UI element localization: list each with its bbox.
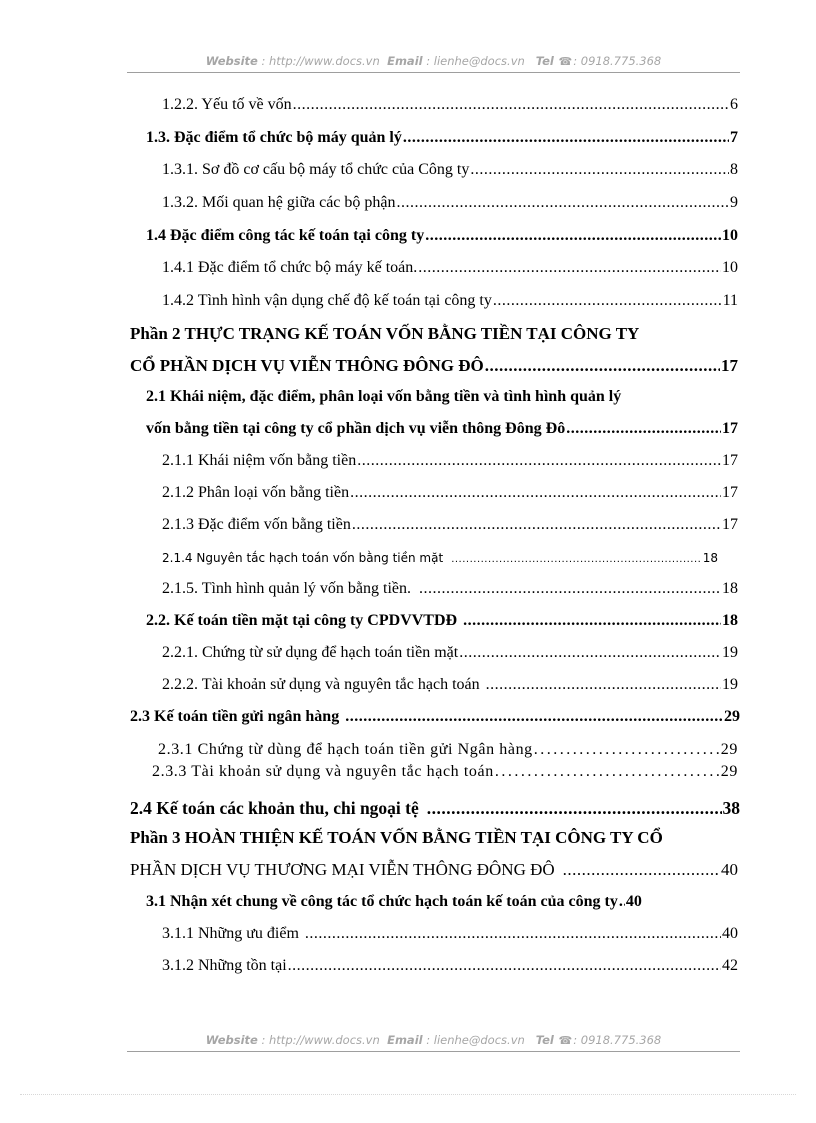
- toc-page: 40: [721, 860, 738, 879]
- toc-entry[interactable]: [146, 420, 738, 438]
- toc-label: 1.3.1. Sơ đồ cơ cấu bộ máy tổ chức của Công ty: [162, 161, 470, 178]
- toc-entry[interactable]: [162, 292, 738, 310]
- toc-entry[interactable]: [162, 580, 738, 598]
- toc-page: 29: [720, 763, 738, 780]
- toc-leader: [485, 356, 720, 376]
- toc-entry[interactable]: [162, 957, 738, 975]
- toc-page: 19: [722, 676, 738, 693]
- header-tel-label: Tel: [535, 54, 554, 68]
- toc-page: 40: [722, 925, 738, 942]
- toc-entry[interactable]: [152, 763, 738, 781]
- toc-leader: [493, 292, 722, 310]
- toc-label: 1.4 Đặc điểm công tác kế toán tại công ty: [146, 227, 425, 244]
- toc-label: 2.1.2 Phân loại vốn bằng tiền: [162, 484, 350, 501]
- toc-leader: [357, 452, 721, 470]
- toc-leader: [288, 957, 721, 975]
- header-tel-value: : 0918.775.368: [573, 54, 662, 68]
- toc-entry[interactable]: [162, 484, 738, 502]
- toc-entry[interactable]: [162, 925, 738, 943]
- toc-label: 2.2.2. Tài khoản sử dụng và nguyên tắc hạch toán: [162, 676, 480, 693]
- toc-page: 10: [722, 227, 738, 244]
- toc-heading-line: 2.1 Khái niệm, đặc điểm, phân loại vốn bằng tiền và tình hình quản lý: [146, 388, 622, 405]
- toc-leader: [397, 194, 730, 212]
- toc-leader: [305, 925, 721, 943]
- toc-label: 2.4 Kế toán các khoản thu, chi ngoại tệ: [130, 798, 419, 818]
- toc-leader: [459, 644, 721, 662]
- toc-leader: [352, 516, 721, 534]
- toc-page: 8: [730, 161, 738, 178]
- toc-label: 2.3.3 Tài khoản sử dụng và nguyên tắc hạch toán: [152, 763, 494, 780]
- toc-page: 17: [722, 420, 738, 437]
- toc-page: 10: [722, 259, 738, 276]
- toc-entry[interactable]: [146, 612, 738, 630]
- toc-leader: [534, 741, 720, 759]
- toc-label: PHẦN DỊCH VỤ THƯƠNG MẠI VIỄN THÔNG ĐÔNG ĐÔ: [130, 860, 555, 879]
- header-website-label: Website: [205, 54, 258, 68]
- toc-page: 7: [730, 129, 738, 146]
- toc-heading-line: Phần 3 HOÀN THIỆN KẾ TOÁN VỐN BẰNG TIỀN TẠI CÔNG TY CỔ: [130, 828, 663, 847]
- toc-entry[interactable]: [130, 356, 738, 376]
- toc-entry[interactable]: [146, 227, 738, 245]
- toc-label: 1.4.1 Đặc điểm tổ chức bộ máy kế toán.: [162, 259, 418, 276]
- toc-label: vốn bằng tiền tại công ty cổ phần dịch vụ viễn thông Đông Đô: [146, 420, 566, 437]
- toc-label: 3.1.1 Những ưu điểm: [162, 925, 299, 942]
- toc-entry[interactable]: [162, 676, 738, 694]
- toc-label: 3.1 Nhận xét chung về công tác tổ chức hạch toán kế toán của công ty: [146, 893, 618, 910]
- toc-label: 1.3. Đặc điểm tổ chức bộ máy quản lý: [146, 129, 402, 146]
- page-edge-divider: [20, 1094, 796, 1095]
- toc-entry[interactable]: [162, 259, 738, 277]
- toc-label: CỔ PHẦN DỊCH VỤ VIỄN THÔNG ĐÔNG ĐÔ: [130, 356, 484, 375]
- toc-leader: [470, 161, 729, 179]
- toc-label: 2.1.5. Tình hình quản lý vốn bằng tiền.: [162, 580, 412, 597]
- toc-entry[interactable]: [162, 194, 738, 212]
- toc-leader: [563, 860, 720, 880]
- toc-page: 18: [722, 580, 738, 597]
- footer-website-label: Website: [205, 1033, 258, 1047]
- toc-leader: [451, 554, 702, 565]
- toc-entry[interactable]: [162, 551, 718, 565]
- toc-leader: [425, 227, 721, 245]
- toc-entry[interactable]: [162, 161, 738, 179]
- page-footer: [127, 1033, 740, 1052]
- toc-leader: [419, 580, 721, 598]
- toc-label: 2.3 Kế toán tiền gửi ngân hàng: [130, 708, 340, 725]
- toc-page: 9: [730, 194, 738, 211]
- header-email-label: Email: [387, 54, 423, 68]
- toc-page: 17: [722, 484, 738, 501]
- footer-website-url[interactable]: : http://www.docs.vn: [261, 1033, 380, 1047]
- toc-leader: [293, 96, 729, 114]
- toc-label: 2.1.3 Đặc điểm vốn bằng tiền: [162, 516, 351, 533]
- toc-entry[interactable]: [162, 452, 738, 470]
- toc-label: 2.1.1 Khái niệm vốn bằng tiền: [162, 452, 357, 469]
- toc-label: 1.2.2. Yếu tố về vốn: [162, 96, 292, 113]
- toc-label: 2.2. Kế toán tiền mặt tại công ty CPDVVTDĐ: [146, 612, 458, 629]
- toc-page: 17: [722, 452, 738, 469]
- toc-entry[interactable]: [158, 741, 738, 759]
- toc-page: 40: [625, 893, 642, 910]
- footer-email-label: Email: [387, 1033, 423, 1047]
- toc-entry[interactable]: [162, 644, 738, 662]
- toc-label: 2.3.1 Chứng từ dùng để hạch toán tiền gửi Ngân hàng: [158, 741, 533, 758]
- toc-leader: [350, 484, 721, 502]
- footer-tel-value: : 0918.775.368: [573, 1033, 662, 1047]
- toc-page: 18: [722, 612, 738, 629]
- toc-leader: [427, 798, 722, 819]
- toc-page: 29: [720, 741, 738, 758]
- toc-leader: [463, 612, 721, 630]
- toc-page: 11: [722, 292, 738, 309]
- toc-leader: [345, 708, 723, 726]
- toc-leader: [495, 763, 720, 781]
- toc-entry[interactable]: [162, 96, 738, 114]
- toc-page: 17: [721, 356, 738, 375]
- toc-page: 29: [724, 708, 740, 725]
- toc-leader: [486, 676, 721, 694]
- toc-leader: [403, 129, 729, 147]
- toc-label: 2.1.4 Nguyên tắc hạch toán vốn bằng tiền mặt: [162, 551, 444, 565]
- toc-entry[interactable]: [146, 893, 738, 911]
- toc-entry[interactable]: [162, 516, 738, 534]
- toc-entry[interactable]: [146, 129, 738, 147]
- toc-label: 1.3.2. Mối quan hệ giữa các bộ phận: [162, 194, 396, 211]
- toc-entry[interactable]: [130, 798, 740, 819]
- toc-heading-line: Phần 2 THỰC TRẠNG KẾ TOÁN VỐN BẰNG TIỀN TẠI CÔNG TY: [130, 324, 640, 343]
- toc-label: 2.2.1. Chứng từ sử dụng để hạch toán tiền mặt: [162, 644, 459, 661]
- footer-tel-label: Tel: [535, 1033, 554, 1047]
- toc-page: 18: [702, 551, 718, 565]
- header-email-value[interactable]: : lienhe@docs.vn: [426, 54, 525, 68]
- toc-page: 38: [722, 798, 740, 818]
- toc-page: 17: [722, 516, 738, 533]
- phone-icon: ☎: [558, 55, 573, 68]
- footer-email-value[interactable]: : lienhe@docs.vn: [426, 1033, 525, 1047]
- toc-leader: [619, 893, 625, 911]
- toc-entry[interactable]: [130, 708, 740, 726]
- toc-label: 3.1.2 Những tồn tại: [162, 957, 287, 974]
- toc-leader: [566, 420, 721, 438]
- toc-leader: [418, 259, 721, 277]
- header-website-url[interactable]: : http://www.docs.vn: [261, 54, 380, 68]
- toc-page: 19: [722, 644, 738, 661]
- toc-label: 1.4.2 Tình hình vận dụng chế độ kế toán tại công ty: [162, 292, 492, 309]
- page-header: [127, 54, 740, 73]
- toc-page: 42: [722, 957, 738, 974]
- phone-icon: ☎: [558, 1034, 573, 1047]
- toc-page: 6: [730, 96, 738, 113]
- toc-entry[interactable]: [130, 860, 738, 880]
